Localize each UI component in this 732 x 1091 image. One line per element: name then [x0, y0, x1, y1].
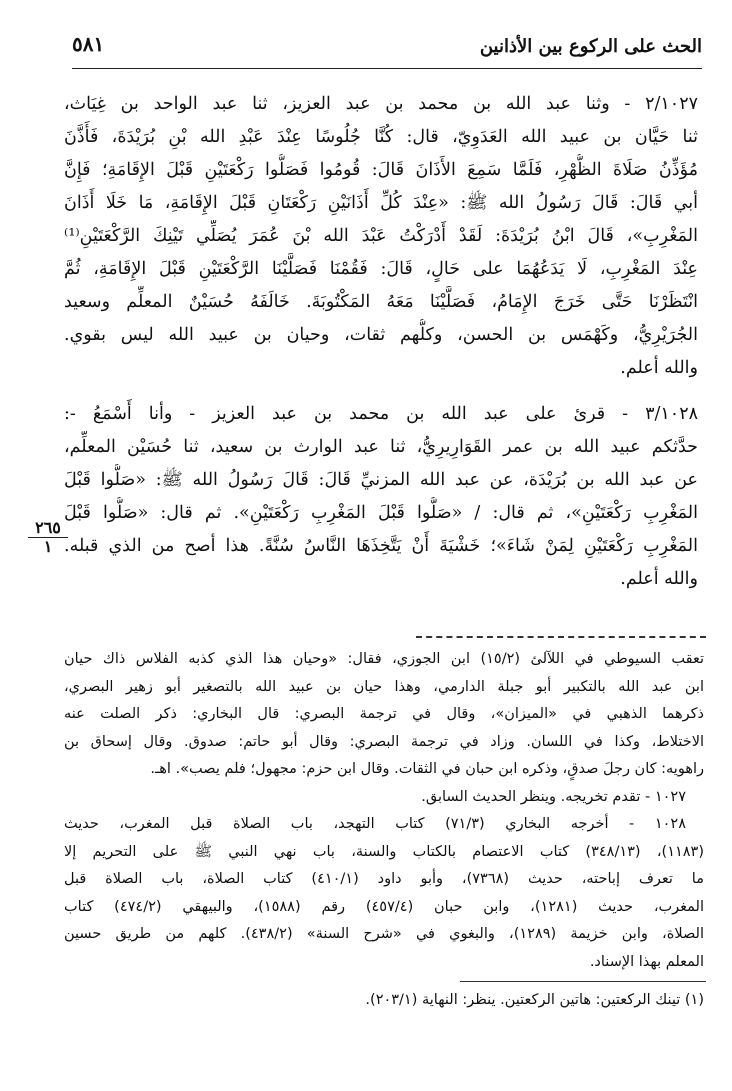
- body-line: ٢/١٠٢٧ - وثنا عبد الله بن محمد بن عبد العزيز، ثنا عبد الواحد بن غِيَاث،: [64, 94, 698, 114]
- body-line: والله أعلم.: [620, 358, 698, 378]
- note-line: تعقب السيوطي في اللآلئ (١٥/٢) ابن الجوزي، فقال: «وحيان هذا الذي كذبه الفلاس ذاك حيان: [64, 651, 704, 667]
- body-line: أبي قَالَ: قَالَ رَسُولُ الله ﷺ: «عِنْدَ كُلِّ أَذَانَيْنِ رَكْعَتَانِ قَبْلَ الإِقَامَةِ، مَا خَلَا أَذَانَ: [64, 193, 698, 213]
- note-line: (١١٨٣)، (٣٤٨/١٣) كتاب الاعتصام بالكتاب والسنة، باب نهي النبي ﷺ على التحريم إلا: [64, 843, 704, 860]
- note-line: ما تعرف إباحته، حديث (٧٣٦٨)، وأبو داود (٤١٠/١) كتاب الصلاة، باب الصلاة قبل: [64, 871, 704, 887]
- body-line: المَغْرِبِ رَكْعَتَيْنِ»، ثم قال: / «صَلُّوا قَبْلَ المَغْرِبِ رَكْعَتَيْنِ». ثم قال: «صَلُّوا قَبْلَ: [64, 503, 698, 523]
- body-line: ٣/١٠٢٨ - قرئ على عبد الله بن محمد بن عبد العزيز - وأنا أَسْمَعُ -:: [64, 404, 698, 424]
- note-line: ١٠٢٨ - أخرجه البخاري (٧١/٣) كتاب التهجد، باب الصلاة قبل المغرب، حديث: [64, 816, 686, 832]
- folio-number: ٢٦٥: [28, 520, 68, 538]
- page-number: ٥٨١: [72, 32, 105, 56]
- notes-separator: [416, 636, 706, 638]
- body-line: الجُرَيْرِيُّ، وكَهْمَس بن الحسن، وكلُّهم ثقات، وحيان بن عبيد الله ليس بقوي.: [64, 325, 698, 345]
- note-line: الصلاة، وابن خزيمة (١٢٨٩)، والبغوي في «شرح السنة» (٤٣٨/٢). كلهم من طريق حسين: [64, 926, 704, 942]
- body-line: مُؤَذِّنُ صَلَاةَ الظُّهْرِ، فَلَمَّا سَمِعَ الأَذَانَ قَالَ: قُومُوا فَصَلُّوا رَكْعَتَيْنِ قَبْلَ الإِقَامَةِ؛ فَإِنَّ: [64, 160, 698, 180]
- running-header: [72, 28, 702, 69]
- note-line: ابن عبد الله بالتكبير أبو جبلة الدارمي، وهذا حيان بن عبيد الله بالتصغير أبو زهير البصري،: [64, 678, 704, 695]
- page-title: الحث على الركوع بين الأذانين: [479, 36, 702, 57]
- footnote-separator: [460, 981, 706, 982]
- note-line: الاختلاط، وكذا في اللسان. وزاد في ترجمة البصري: وقال أبو حاتم: صدوق. وقال إسحاق بن: [64, 733, 704, 750]
- body-line: عن عبد الله بن بُرَيْدَة، عن عبد الله المزنيِّ قَالَ: قَالَ رَسُولُ الله ﷺ: «صَلُّوا قَبْلَ: [64, 470, 698, 490]
- body-line: المَغْرِبِ رَكْعَتَيْنِ لِمَنْ شَاءَ»؛ خَشْيَةَ أَنْ يَتَّخِذَهَا النَّاسُ سُنَّةً. هذا أصح من الذي قبله.: [64, 536, 698, 556]
- note-line: ذكرهما الذهبي في «الميزان»، وقال في ترجمة البصري: قال البخاري: ذكر الصلت عنه: [64, 706, 704, 722]
- body-line: انْتَظَرْنَا حَتَّى خَرَجَ الإِمَامُ، فَصَلَّيْنَا مَعَهُ المَكْتُوبَةَ. خَالَفَهُ حُسَيْنٌ المعلِّم وسعيد: [64, 292, 698, 312]
- body-line: والله أعلم.: [620, 569, 698, 589]
- footnote: (١) تينك الركعتين: هاتين الركعتين. ينظر: النهاية (٢٠٣/١).: [365, 992, 704, 1008]
- note-line: راهويه: كان رجلَ صدقٍ، وذكره ابن حبان في الثقات. وقال ابن حزم: مجهول؛ فلم يصب». اهـ.: [150, 761, 704, 777]
- folio-side: ١: [43, 537, 53, 556]
- body-line: المَغْرِبِ»، قَالَ ابْنُ بُرَيْدَةَ: لَقَدْ أَدْرَكْتُ عَبْدَ الله بْنَ عُمَرَ يُصَلِّي تَيْنِكَ الرَّكْعَتَيْنِ⁽¹⁾: [64, 226, 698, 246]
- body-line: حدَّثكم عبيد الله بن عمر القَوَارِيرِيُّ، ثنا عبد الوارث بن سعيد، ثنا حُسَيْن المعلِّم،: [64, 437, 698, 457]
- note-line: المعلم بهذا الإسناد.: [589, 953, 704, 970]
- note-line: المغرب، حديث (١٢٨١)، وابن حبان (٤٥٧/٤) رقم (١٥٨٨)، والبيهقي (٤٧٤/٢) كتاب: [64, 898, 704, 915]
- body-line: ثنا حَيَّان بن عبيد الله العَدَوِيّ، قال: كُنَّا جُلُوسًا عِنْدَ عَبْدِ الله بْنِ بُرَيْدَةَ، فَأَذَّنَ: [64, 127, 698, 147]
- body-line: عِنْدَ المَغْرِبِ، لَا يَدَعُهُمَا على حَالٍ، قَالَ: فَقُمْنَا فَصَلَّيْنَا الرَّكْعَتَيْنِ قَبْلَ الإِقَامَةِ، ثُمَّ: [64, 259, 698, 279]
- note-line: ١٠٢٧ - تقدم تخريجه. وينظر الحديث السابق.: [421, 788, 686, 805]
- manuscript-folio-marker: [28, 520, 68, 555]
